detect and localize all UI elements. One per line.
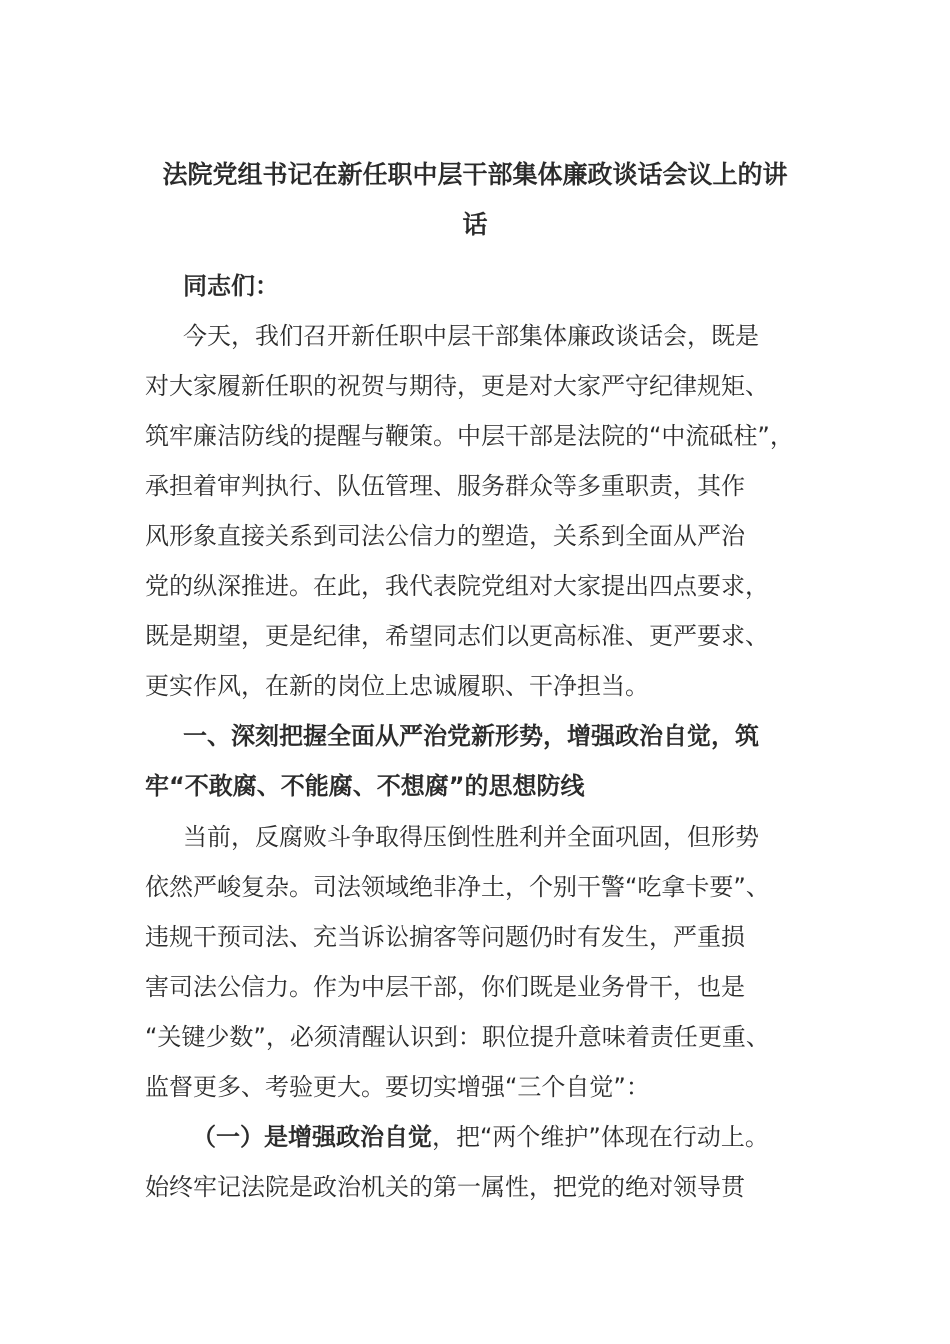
point-1-text: ，把“两个维护”体现在行动上。 <box>432 1123 769 1151</box>
intro-line-5: 风形象直接关系到司法公信力的塑造，关系到全面从严治 <box>145 522 745 550</box>
intro-line-1: 今天，我们召开新任职中层干部集体廉政谈话会，既是 <box>183 322 759 350</box>
section-1-body-line-5: “关键少数”，必须清醒认识到：职位提升意味着责任更重、 <box>145 1023 770 1051</box>
section-1-body-line-3: 违规干预司法、充当诉讼掮客等问题仍时有发生，严重损 <box>145 923 745 951</box>
document-title-line-2: 话 <box>462 210 488 239</box>
document-title-line-1: 法院党组书记在新任职中层干部集体廉政谈话会议上的讲 <box>162 160 788 189</box>
section-1-heading-line-2: 牢“不敢腐、不能腐、不想腐”的思想防线 <box>145 772 585 800</box>
point-1-line <box>192 1112 769 1162</box>
intro-line-3: 筑牢廉洁防线的提醒与鞭策。中层干部是法院的“中流砥柱”， <box>145 422 794 450</box>
point-1-continuation: 始终牢记法院是政治机关的第一属性，把党的绝对领导贯 <box>145 1173 745 1201</box>
section-1-body-line-1: 当前，反腐败斗争取得压倒性胜利并全面巩固，但形势 <box>183 823 759 851</box>
section-1-heading-line-1: 一、深刻把握全面从严治党新形势，增强政治自觉，筑 <box>183 722 759 750</box>
section-1-body-line-2: 依然严峻复杂。司法领域绝非净土，个别干警“吃拿卡要”、 <box>145 873 770 901</box>
intro-line-7: 既是期望，更是纪律，希望同志们以更高标准、更严要求、 <box>145 622 769 650</box>
intro-line-2: 对大家履新任职的祝贺与期待，更是对大家严守纪律规矩、 <box>145 372 769 400</box>
salutation: 同志们： <box>183 272 279 300</box>
intro-line-4: 承担着审判执行、队伍管理、服务群众等多重职责，其作 <box>145 472 745 500</box>
intro-line-6: 党的纵深推进。在此，我代表院党组对大家提出四点要求， <box>145 572 769 600</box>
intro-line-8: 更实作风，在新的岗位上忠诚履职、干净担当。 <box>145 672 649 700</box>
section-1-body-line-6: 监督更多、考验更大。要切实增强“三个自觉”： <box>145 1073 650 1101</box>
point-1-lead: （一）是增强政治自觉 <box>192 1123 432 1151</box>
section-1-body-line-4: 害司法公信力。作为中层干部，你们既是业务骨干，也是 <box>145 973 745 1001</box>
